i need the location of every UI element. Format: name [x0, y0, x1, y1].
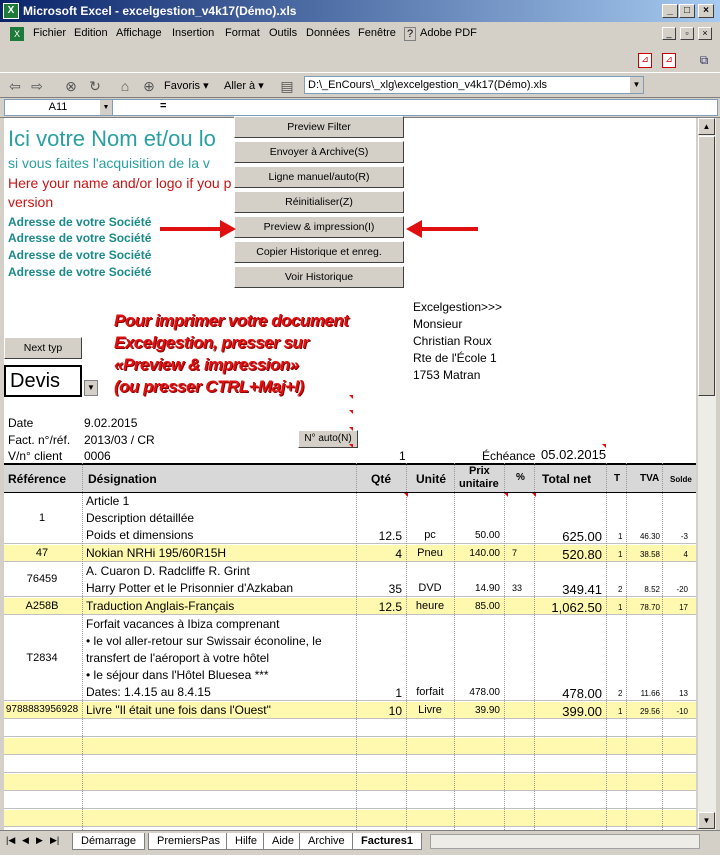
doc-minimize-button[interactable]: _ — [662, 27, 676, 40]
tab-nav-next-icon[interactable]: ▶ — [36, 835, 43, 845]
row-total: 1,062.50 — [551, 600, 602, 615]
doc-close-button[interactable]: × — [698, 27, 712, 40]
empty-row[interactable] — [4, 774, 696, 791]
column-separator — [454, 463, 455, 830]
empty-row[interactable] — [4, 792, 696, 809]
row-unit[interactable]: heure — [415, 600, 445, 612]
scroll-up-icon[interactable]: ▲ — [698, 118, 715, 135]
row-unit-price[interactable]: 85.00 — [474, 601, 500, 612]
tab-nav-first-icon[interactable]: |◀ — [6, 835, 16, 845]
col-quantity: Qté — [371, 472, 392, 486]
vertical-scrollbar[interactable] — [698, 118, 716, 830]
maximize-button[interactable]: □ — [679, 4, 695, 18]
company-address: Adresse de votre Société — [8, 265, 152, 279]
favoris-menu[interactable]: Favoris ▾ — [164, 80, 209, 92]
table-header — [4, 463, 696, 493]
forward-icon[interactable]: ⇨ — [31, 78, 43, 94]
column-separator — [82, 463, 83, 830]
row-discount[interactable]: 7 — [512, 548, 518, 558]
doc-restore-button[interactable]: ▫ — [680, 27, 694, 40]
stop-icon[interactable]: ⊗ — [65, 78, 77, 94]
col-price-unit: unitaire — [459, 478, 499, 490]
customer-line: Excelgestion>>> — [413, 300, 503, 314]
scroll-thumb[interactable] — [698, 136, 715, 396]
row-balance: 17 — [679, 603, 688, 612]
customer-line: Rte de l'École 1 — [413, 351, 497, 365]
refresh-icon[interactable]: ↻ — [89, 78, 101, 94]
menu-edition[interactable]: Edition — [74, 27, 108, 39]
instruction-line: Pour imprimer votre document — [114, 311, 349, 330]
horizontal-scrollbar[interactable] — [430, 834, 700, 849]
row-reference[interactable]: T2834 — [26, 652, 58, 664]
col-price: Prix — [469, 465, 490, 477]
preview-filter-button[interactable]: Preview Filter — [234, 116, 404, 138]
address-input[interactable]: D:\_EnCours\_xlg\excelgestion_v4k17(Démo).xls — [304, 76, 644, 94]
company-address: Adresse de votre Société — [8, 215, 152, 229]
row-tax-code: 1 — [618, 550, 623, 559]
table-row[interactable] — [4, 616, 696, 701]
empty-row[interactable] — [4, 756, 696, 773]
column-separator — [504, 463, 505, 830]
empty-row[interactable] — [4, 738, 696, 755]
row-tax-code: 1 — [618, 707, 623, 716]
due-date-label: Échéance — [482, 449, 536, 463]
row-balance: 13 — [679, 689, 688, 698]
logo-note: Here your name and/or logo if you p — [8, 175, 232, 191]
row-quantity[interactable]: 12.5 — [378, 529, 402, 543]
row-balance: -10 — [676, 707, 688, 716]
row-unit[interactable]: Livre — [418, 704, 442, 716]
row-quantity[interactable]: 4 — [395, 547, 402, 561]
date-label: Date — [8, 416, 34, 430]
instruction-line: (ou presser CTRL+Maj+I) — [114, 377, 304, 396]
row-designation-line[interactable]: transfert de l'aéroport à votre hôtel — [86, 651, 270, 665]
comment-indicator — [349, 410, 353, 414]
search-icon[interactable]: ⊕ — [143, 78, 155, 94]
row-reference[interactable]: 9788883956928 — [5, 704, 79, 715]
menu-bar — [0, 23, 720, 45]
name-box[interactable]: A11 — [4, 99, 112, 116]
column-separator — [626, 463, 627, 830]
close-button[interactable]: × — [698, 4, 714, 18]
table-row[interactable] — [4, 545, 696, 562]
row-unit-price[interactable]: 39.90 — [474, 705, 500, 716]
tab-factures1[interactable]: Factures1 — [352, 833, 422, 850]
menu-fichier[interactable]: Fichier — [33, 27, 67, 39]
pdf-mail-icon[interactable]: ⊿ — [662, 53, 676, 68]
row-vat: 78.70 — [639, 603, 660, 612]
company-address: Adresse de votre Société — [8, 248, 152, 262]
instruction-line: «Preview & impression» — [114, 355, 299, 374]
row-quantity[interactable]: 35 — [388, 582, 402, 596]
view-history-button[interactable]: Voir Historique — [234, 266, 404, 288]
col-designation: Désignation — [88, 472, 157, 486]
tab-premierspas[interactable]: PremiersPas — [148, 833, 229, 850]
pdf-toolbar — [630, 50, 720, 70]
col-total: Total net — [542, 472, 592, 486]
row-vat: 46.30 — [639, 532, 660, 541]
row-balance: -3 — [680, 532, 688, 541]
row-designation-line[interactable]: A. Cuaron D. Radcliffe R. Grint — [86, 564, 250, 578]
window-title: Microsoft Excel - excelgestion_v4k17(Démo).xls — [23, 4, 297, 18]
row-designation-line[interactable]: Traduction Anglais-Français — [86, 599, 235, 613]
row-total: 399.00 — [562, 704, 602, 719]
minimize-button[interactable]: _ — [662, 4, 678, 18]
col-vat: TVA — [640, 473, 660, 484]
company-address: Adresse de votre Société — [8, 231, 152, 245]
reset-button[interactable]: Réinitialiser(Z) — [234, 191, 404, 213]
tab-demarrage[interactable]: Démarrage — [72, 833, 145, 850]
column-separator — [406, 463, 407, 830]
formula-input[interactable] — [112, 99, 718, 116]
col-tax-code: T — [614, 473, 621, 484]
row-total: 520.80 — [562, 547, 602, 562]
menu-affichage[interactable]: Affichage — [116, 27, 162, 39]
invoice-ref-value[interactable]: 2013/03 / CR — [84, 433, 155, 447]
document-type-dropdown-icon[interactable]: ▼ — [84, 380, 98, 396]
row-quantity[interactable]: 12.5 — [378, 600, 402, 614]
table-row[interactable] — [4, 563, 696, 597]
workbook-icon[interactable]: X — [10, 27, 24, 41]
row-total: 349.41 — [562, 582, 602, 597]
row-tax-code: 2 — [618, 689, 623, 698]
row-tax-code: 2 — [618, 585, 623, 594]
line-manual-auto-button[interactable]: Ligne manuel/auto(R) — [234, 166, 404, 188]
home-icon[interactable]: ⌂ — [120, 78, 130, 94]
column-separator — [606, 463, 607, 830]
column-separator — [662, 463, 663, 830]
col-discount: % — [516, 472, 525, 483]
network-icon[interactable]: ⧉ — [699, 53, 709, 67]
due-date-value[interactable]: 05.02.2015 — [541, 447, 607, 462]
tab-hilfe[interactable]: Hilfe — [226, 833, 266, 850]
menu-adobe-pdf[interactable]: Adobe PDF — [420, 27, 477, 39]
table-row[interactable] — [4, 493, 696, 544]
row-designation-line[interactable]: Livre "Il était une fois dans l'Ouest" — [86, 703, 271, 717]
empty-row[interactable] — [4, 810, 696, 827]
left-arrow-icon — [406, 220, 478, 238]
row-designation-line[interactable]: Nokian NRHi 195/60R15H — [86, 546, 227, 560]
document-type-select[interactable]: Devis — [4, 365, 82, 397]
row-designation-line[interactable]: Forfait vacances à Ibiza comprenant — [86, 617, 280, 631]
comment-indicator — [504, 493, 508, 497]
row-designation-line[interactable]: Description détaillée — [86, 511, 195, 525]
row-reference[interactable]: 76459 — [26, 573, 58, 585]
menu-fenetre[interactable]: Fenêtre — [358, 27, 396, 39]
row-unit[interactable]: forfait — [416, 686, 444, 698]
row-balance: 4 — [683, 550, 688, 559]
menu-help[interactable]: ? — [404, 27, 416, 41]
copy-history-button[interactable]: Copier Historique et enreg. — [234, 241, 404, 263]
row-vat: 38.58 — [639, 550, 660, 559]
row-discount[interactable]: 33 — [512, 583, 523, 593]
row-quantity[interactable]: 1 — [395, 686, 402, 700]
row-vat: 11.66 — [640, 689, 660, 698]
row-reference[interactable]: A258B — [25, 600, 59, 612]
preview-print-button[interactable]: Preview & impression(I) — [234, 216, 404, 238]
client-value[interactable]: 0006 — [84, 449, 111, 463]
row-total: 478.00 — [562, 686, 602, 701]
toggle-toolbar-icon[interactable]: ▤ — [280, 78, 294, 94]
customer-line: Monsieur — [413, 317, 463, 331]
row-designation-line[interactable]: Dates: 1.4.15 au 8.4.15 — [86, 685, 211, 699]
sheet-tabs — [0, 830, 720, 852]
tab-aide[interactable]: Aide — [263, 833, 303, 850]
company-name-placeholder: Ici votre Nom et/ou lo — [8, 126, 216, 151]
client-counter: 1 — [399, 449, 406, 463]
logo-note-version: version — [8, 194, 54, 210]
menu-insertion[interactable]: Insertion — [172, 27, 215, 39]
scroll-down-icon[interactable]: ▼ — [698, 812, 715, 829]
row-tax-code: 1 — [618, 603, 623, 612]
instruction-line: Excelgestion, presser sur — [114, 333, 309, 352]
row-unit-price[interactable]: 140.00 — [469, 548, 500, 559]
menu-format[interactable]: Format — [225, 27, 260, 39]
customer-line: 1753 Matran — [413, 368, 481, 382]
table-row[interactable] — [4, 598, 696, 615]
aller-menu[interactable]: Aller à ▾ — [224, 80, 264, 92]
row-quantity[interactable]: 10 — [388, 704, 402, 718]
date-value[interactable]: 9.02.2015 — [84, 416, 138, 430]
auto-number-button[interactable]: N° auto(N) — [298, 430, 358, 448]
tab-nav-last-icon[interactable]: ▶| — [50, 835, 60, 845]
excel-icon: X — [3, 3, 19, 19]
col-unit: Unité — [416, 472, 446, 486]
row-unit[interactable]: DVD — [418, 582, 442, 594]
row-reference[interactable]: 1 — [38, 512, 46, 524]
row-vat: 29.56 — [639, 707, 660, 716]
table-row[interactable] — [4, 702, 696, 719]
menu-donnees[interactable]: Données — [306, 27, 351, 39]
row-designation-line[interactable]: • le vol aller-retour sur Swissair éconoline, le — [86, 634, 322, 648]
customer-line: Christian Roux — [413, 334, 492, 348]
column-separator — [356, 463, 357, 830]
row-unit-price[interactable]: 14.90 — [474, 583, 500, 594]
address-dropdown-icon[interactable]: ▼ — [630, 77, 643, 93]
row-tax-code: 1 — [618, 532, 623, 541]
comment-indicator — [349, 444, 353, 448]
tab-archive[interactable]: Archive — [299, 833, 354, 850]
back-icon[interactable]: ⇦ — [9, 78, 21, 94]
empty-row[interactable] — [4, 720, 696, 737]
pdf-icon[interactable]: ⊿ — [638, 53, 652, 68]
row-balance: -20 — [676, 585, 688, 594]
right-arrow-icon — [160, 220, 236, 238]
next-type-button[interactable]: Next typ — [4, 337, 82, 359]
formula-equals: = — [160, 100, 167, 112]
comment-indicator — [349, 427, 353, 431]
tab-nav-prev-icon[interactable]: ◀ — [22, 835, 29, 845]
highlight-arrows — [160, 216, 480, 242]
comment-indicator — [349, 395, 353, 399]
row-designation-line[interactable]: • le séjour dans l'Hôtel Bluesea *** — [86, 668, 269, 682]
row-designation-line[interactable]: Poids et dimensions — [86, 528, 194, 542]
row-vat: 8.52 — [644, 585, 660, 594]
comment-indicator — [404, 493, 408, 497]
comment-indicator — [602, 444, 606, 448]
row-unit-price[interactable]: 50.00 — [474, 530, 500, 541]
row-reference[interactable]: 47 — [35, 547, 49, 559]
row-unit-price[interactable]: 478.00 — [469, 687, 500, 698]
column-separator — [534, 463, 535, 830]
row-total: 625.00 — [562, 529, 602, 544]
acquisition-note: si vous faites l'acquisition de la v — [8, 155, 210, 171]
row-designation-line[interactable]: Article 1 — [86, 494, 130, 508]
comment-indicator — [532, 493, 536, 497]
send-to-archive-button[interactable]: Envoyer à Archive(S) — [234, 141, 404, 163]
menu-outils[interactable]: Outils — [269, 27, 298, 39]
namebox-dropdown-icon[interactable]: ▼ — [100, 100, 112, 115]
row-designation-line[interactable]: Harry Potter et le Prisonnier d'Azkaban — [86, 581, 294, 595]
col-balance: Solde — [670, 475, 692, 484]
col-reference: Référence — [8, 472, 67, 486]
row-unit[interactable]: pc — [424, 529, 436, 541]
client-label: V/n° client — [8, 449, 63, 463]
row-unit[interactable]: Pneu — [417, 547, 443, 559]
invoice-ref-label: Fact. n°/réf. — [8, 433, 71, 447]
title-bar — [0, 0, 720, 22]
